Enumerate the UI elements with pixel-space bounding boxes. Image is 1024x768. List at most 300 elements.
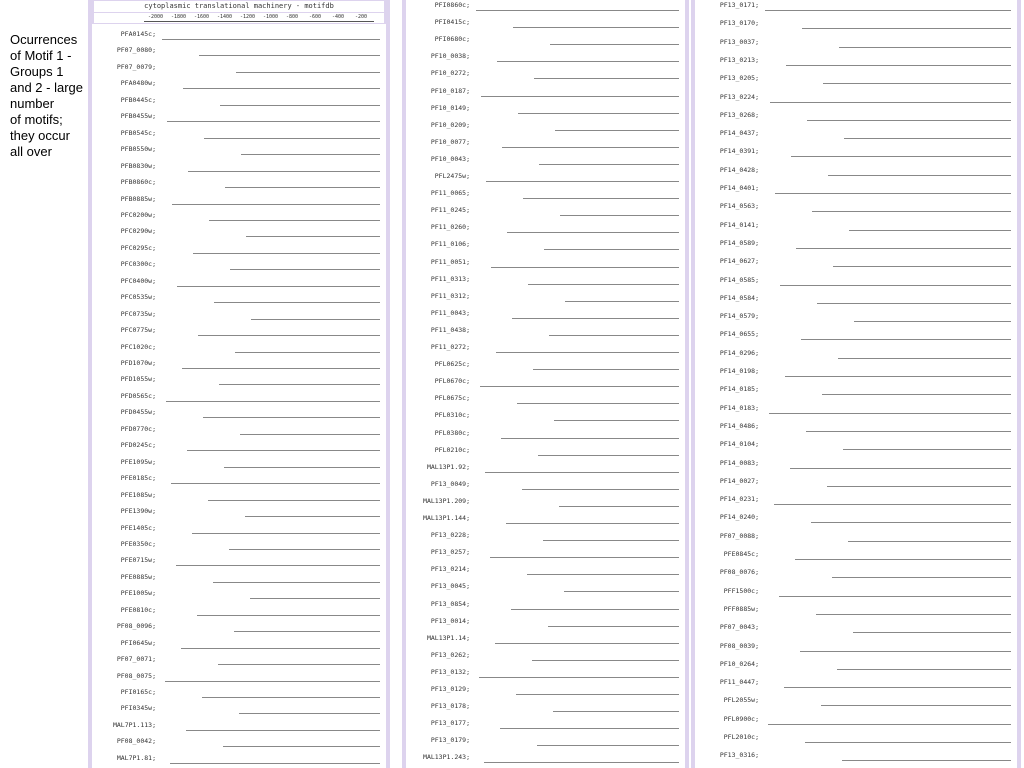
gene-label: PF14_0627;: [719, 257, 759, 266]
gene-label: PFB0860c;: [120, 178, 156, 187]
sequence-line: [229, 549, 380, 550]
sequence-line: [511, 609, 679, 610]
gene-row: [695, 90, 1017, 107]
sequence-line: [220, 105, 380, 106]
gene-row: [92, 126, 386, 143]
sequence-line: [485, 472, 679, 473]
gene-row: [406, 101, 685, 118]
gene-row: [695, 181, 1017, 198]
gene-row: [406, 631, 685, 648]
gene-row: [406, 306, 685, 323]
sequence-line: [765, 10, 1011, 11]
gene-label: PF13_0854;: [430, 599, 470, 608]
gene-label: PF14_0104;: [719, 440, 759, 449]
sequence-line: [235, 352, 380, 353]
gene-row: [92, 241, 386, 258]
gene-row: [92, 60, 386, 77]
caption-line: of motifs;: [10, 112, 63, 127]
sequence-line: [240, 434, 380, 435]
gene-row: [406, 152, 685, 169]
gene-label: PFL2055w;: [723, 696, 759, 705]
gene-label: PF11_0260;: [430, 223, 470, 232]
sequence-line: [775, 193, 1011, 194]
gene-label: PFB0455w;: [120, 112, 156, 121]
gene-label: PF14_0027;: [719, 476, 759, 485]
sequence-line: [177, 286, 380, 287]
motif-panel-1: [88, 0, 390, 768]
sequence-line: [821, 705, 1011, 706]
sequence-line: [188, 171, 380, 172]
gene-row: [406, 323, 685, 340]
gene-label: PFA0480w;: [120, 79, 156, 88]
gene-row: [92, 274, 386, 291]
sequence-line: [774, 504, 1011, 505]
gene-row: [695, 254, 1017, 271]
gene-row: [695, 602, 1017, 619]
gene-label: PF14_0584;: [719, 293, 759, 302]
gene-row: [406, 84, 685, 101]
gene-label: PF10_0038;: [430, 52, 470, 61]
gene-label: PF13_0171;: [719, 1, 759, 9]
sequence-line: [512, 318, 679, 319]
gene-row: [406, 66, 685, 83]
sequence-line: [854, 321, 1011, 322]
sequence-line: [828, 175, 1011, 176]
gene-label: MAL13P1.243;: [423, 753, 470, 762]
position-axis: [94, 13, 384, 23]
sequence-line: [225, 187, 380, 188]
gene-label: PFC0200w;: [120, 210, 156, 219]
sequence-line: [171, 483, 380, 484]
gene-row: [92, 422, 386, 439]
gene-row: [92, 175, 386, 192]
sequence-line: [559, 506, 679, 507]
gene-label: PF14_0428;: [719, 165, 759, 174]
sequence-line: [534, 78, 679, 79]
gene-label: PF13_0316;: [719, 751, 759, 760]
gene-row: [695, 291, 1017, 308]
sequence-line: [239, 713, 380, 714]
gene-label: PF13_0037;: [719, 37, 759, 46]
gene-row: [92, 685, 386, 702]
gene-label: PFD1070w;: [120, 359, 156, 367]
sequence-line: [506, 523, 679, 524]
sequence-line: [502, 147, 679, 148]
gene-row: [406, 49, 685, 66]
gene-label: PFB0885w;: [120, 194, 156, 203]
gene-label: PF14_0141;: [719, 220, 759, 229]
gene-row: [695, 620, 1017, 637]
gene-label: PF07_0088;: [719, 531, 759, 540]
sequence-line: [490, 557, 679, 558]
sequence-line: [555, 130, 679, 131]
sequence-line: [193, 253, 380, 254]
gene-row: [695, 547, 1017, 564]
gene-row: [695, 163, 1017, 180]
gene-label: MAL13P1.92;: [426, 462, 470, 471]
gene-row: [406, 135, 685, 152]
gene-row: [695, 218, 1017, 235]
gene-label: PFF0885w;: [723, 604, 759, 613]
sequence-line: [198, 335, 380, 336]
gene-label: PFC0295c;: [120, 243, 156, 252]
gene-label: PF08_0039;: [719, 641, 759, 650]
gene-row: [695, 748, 1017, 765]
sequence-line: [213, 582, 380, 583]
sequence-line: [186, 730, 380, 731]
gene-row: [92, 340, 386, 357]
gene-row: [406, 237, 685, 254]
gene-label: PF13_0262;: [430, 650, 470, 659]
gene-row: [92, 504, 386, 521]
sequence-line: [827, 486, 1011, 487]
gene-row: [695, 584, 1017, 601]
sequence-line: [241, 154, 380, 155]
sequence-line: [199, 55, 380, 56]
gene-label: PF14_0083;: [719, 458, 759, 467]
gene-label: PF14_0185;: [719, 385, 759, 394]
gene-row: [92, 586, 386, 603]
sequence-line: [522, 489, 679, 490]
gene-label: PF11_0245;: [430, 206, 470, 215]
sequence-line: [230, 269, 380, 270]
gene-label: PF13_0179;: [430, 736, 470, 745]
sequence-line: [250, 598, 380, 599]
gene-label: PF13_0049;: [430, 479, 470, 488]
gene-row: [92, 455, 386, 472]
sequence-line: [203, 417, 380, 418]
sequence-line: [795, 559, 1011, 560]
gene-row: [92, 159, 386, 176]
gene-row: [695, 35, 1017, 52]
gene-row: [92, 751, 386, 768]
gene-row: [695, 492, 1017, 509]
gene-row: [695, 0, 1017, 15]
gene-row: [92, 471, 386, 488]
gene-label: PF10_0149;: [430, 103, 470, 112]
gene-row: [92, 372, 386, 389]
gene-row: [695, 657, 1017, 674]
gene-label: PF14_0655;: [719, 330, 759, 339]
gene-label: PF14_0296;: [719, 348, 759, 357]
caption-line: Ocurrences: [10, 32, 78, 47]
sequence-line: [543, 540, 679, 541]
sequence-line: [527, 574, 679, 575]
gene-row: [406, 186, 685, 203]
gene-label: PF13_0170;: [719, 19, 759, 28]
gene-label: PF10_0209;: [430, 120, 470, 129]
gene-row: [92, 224, 386, 241]
gene-row: [406, 528, 685, 545]
gene-label: PF07_0071;: [116, 655, 156, 664]
gene-row: [92, 734, 386, 751]
gene-row: [92, 389, 386, 406]
sequence-line: [560, 215, 679, 216]
gene-label: PF08_0076;: [719, 568, 759, 577]
sequence-line: [172, 204, 380, 205]
gene-row: [406, 0, 685, 15]
gene-label: PFC0300c;: [120, 260, 156, 269]
sequence-line: [208, 500, 380, 501]
gene-label: PF13_0178;: [430, 702, 470, 711]
sequence-line: [768, 724, 1011, 725]
sequence-line: [192, 533, 380, 534]
gene-label: PFE0715w;: [120, 556, 156, 565]
sequence-line: [802, 28, 1011, 29]
gene-row: [406, 716, 685, 733]
gene-row: [406, 357, 685, 374]
gene-label: PF13_0132;: [430, 667, 470, 676]
sequence-line: [183, 88, 380, 89]
sequence-line: [538, 455, 679, 456]
sequence-line: [476, 10, 679, 11]
gene-row: [695, 565, 1017, 582]
gene-label: PFC0400w;: [120, 276, 156, 285]
axis-tick-label: -800: [286, 14, 299, 20]
gene-label: PF14_0579;: [719, 312, 759, 321]
gene-label: PFL0675c;: [434, 394, 470, 403]
sequence-line: [786, 65, 1011, 66]
sequence-line: [479, 677, 679, 678]
gene-label: PFB0550w;: [120, 145, 156, 154]
panel-header: [92, 0, 386, 24]
gene-label: PF07_0080;: [116, 46, 156, 55]
sequence-line: [516, 694, 679, 695]
sequence-line: [791, 156, 1011, 157]
gene-label: PF11_0043;: [430, 308, 470, 317]
sequence-line: [209, 220, 380, 221]
gene-row: [406, 408, 685, 425]
sequence-line: [167, 121, 380, 122]
sequence-line: [537, 745, 679, 746]
sequence-line: [219, 384, 380, 385]
sequence-line: [554, 420, 679, 421]
gene-label: PFL0670c;: [434, 377, 470, 386]
sequence-line: [785, 376, 1011, 377]
gene-label: PFE1085w;: [120, 490, 156, 499]
gene-label: PFB0830w;: [120, 161, 156, 170]
sequence-line: [518, 113, 679, 114]
gene-row: [406, 32, 685, 49]
gene-row: [92, 192, 386, 209]
gene-label: PF11_0313;: [430, 274, 470, 283]
gene-row: [695, 364, 1017, 381]
gene-label: PFL0900c;: [723, 714, 759, 723]
sequence-line: [251, 319, 380, 320]
gene-label: PFL0310c;: [434, 411, 470, 420]
gene-label: PF10_0264;: [719, 659, 759, 668]
gene-row: [92, 405, 386, 422]
axis-tick-label: -400: [332, 14, 345, 20]
figure-caption: [10, 32, 92, 160]
gene-row: [92, 323, 386, 340]
motif-panel-2: [402, 0, 689, 768]
gene-label: PFC0535w;: [120, 293, 156, 302]
gene-label: PF13_0257;: [430, 548, 470, 557]
sequence-line: [838, 358, 1011, 359]
gene-row: [695, 309, 1017, 326]
gene-label: PFE1095w;: [120, 457, 156, 466]
gene-label: PFL0210c;: [434, 445, 470, 454]
gene-row: [92, 438, 386, 455]
sequence-line: [162, 39, 380, 40]
gene-row: [92, 521, 386, 538]
gene-label: PFC0290w;: [120, 227, 156, 236]
gene-row: [406, 545, 685, 562]
gene-row: [92, 290, 386, 307]
sequence-line: [497, 61, 679, 62]
gene-row: [92, 109, 386, 126]
gene-row: [695, 693, 1017, 710]
gene-row: [92, 76, 386, 93]
gene-row: [695, 639, 1017, 656]
sequence-line: [170, 763, 380, 764]
sequence-line: [176, 565, 380, 566]
gene-row: [406, 203, 685, 220]
gene-row: [406, 682, 685, 699]
gene-row: [695, 510, 1017, 527]
gene-row: [406, 733, 685, 750]
gene-label: PF08_0042;: [116, 737, 156, 746]
gene-row: [695, 456, 1017, 473]
sequence-line: [770, 102, 1011, 103]
gene-row: [695, 346, 1017, 363]
gene-label: PF13_0014;: [430, 616, 470, 625]
axis-tick-label: -1800: [171, 14, 187, 20]
gene-row: [406, 665, 685, 682]
gene-label: PF10_0272;: [430, 69, 470, 78]
gene-label: PFC1020c;: [120, 342, 156, 351]
gene-label: PF14_0198;: [719, 367, 759, 375]
sequence-line: [528, 284, 679, 285]
gene-row: [695, 16, 1017, 33]
sequence-line: [565, 301, 679, 302]
gene-row: [695, 144, 1017, 161]
sequence-line: [236, 72, 380, 73]
sequence-line: [202, 697, 380, 698]
gene-label: PFI0860c;: [434, 1, 470, 9]
sequence-line: [839, 47, 1011, 48]
sequence-line: [823, 83, 1011, 84]
sequence-line: [166, 401, 380, 402]
gene-label: PFE0810c;: [120, 605, 156, 614]
sequence-line: [812, 211, 1011, 212]
gene-label: PF11_0051;: [430, 257, 470, 266]
sequence-line: [491, 267, 679, 268]
gene-row: [406, 272, 685, 289]
sequence-line: [844, 138, 1011, 139]
gene-label: PFI0415c;: [434, 18, 470, 27]
gene-row: [406, 562, 685, 579]
sequence-line: [517, 403, 679, 404]
gene-label: PF13_0224;: [719, 92, 759, 101]
gene-row: [406, 511, 685, 528]
axis-tick-label: -1600: [194, 14, 210, 20]
gene-row: [92, 208, 386, 225]
gene-label: PF13_0214;: [430, 565, 470, 574]
caption-line: they occur: [10, 128, 70, 143]
sequence-line: [853, 632, 1011, 633]
gene-row: [406, 118, 685, 135]
sequence-line: [822, 394, 1011, 395]
gene-row: [695, 730, 1017, 747]
gene-label: PFE1390w;: [120, 507, 156, 516]
gene-label: MAL13P1.14;: [426, 633, 470, 642]
gene-row: [406, 374, 685, 391]
gene-row: [695, 401, 1017, 418]
sequence-line: [780, 285, 1011, 286]
gene-row: [695, 199, 1017, 216]
gene-label: PFD0245c;: [120, 441, 156, 450]
gene-label: PFB0445c;: [120, 95, 156, 104]
gene-label: PFA0145c;: [120, 30, 156, 38]
caption-line: number: [10, 96, 55, 111]
gene-label: PF11_0447;: [719, 678, 759, 687]
gene-label: PF11_0312;: [430, 291, 470, 300]
gene-row: [695, 273, 1017, 290]
gene-row: [92, 701, 386, 718]
gene-label: PF13_0228;: [430, 531, 470, 540]
gene-row: [406, 426, 685, 443]
gene-row: [406, 477, 685, 494]
gene-row: [92, 142, 386, 159]
gene-row: [92, 652, 386, 669]
axis-tick-label: -600: [309, 14, 322, 20]
sequence-line: [816, 614, 1011, 615]
gene-row: [695, 474, 1017, 491]
sequence-line: [507, 232, 679, 233]
gene-row: [406, 255, 685, 272]
sequence-line: [496, 352, 679, 353]
gene-row: [406, 391, 685, 408]
sequence-line: [544, 249, 679, 250]
gene-label: PF07_0043;: [719, 623, 759, 632]
gene-label: PF13_0045;: [430, 582, 470, 591]
gene-row: [406, 15, 685, 32]
sequence-line: [796, 248, 1011, 249]
gene-row: [695, 108, 1017, 125]
gene-label: MAL13P1.144;: [423, 514, 470, 522]
gene-label: PFD0565c;: [120, 391, 156, 400]
sequence-line: [533, 369, 679, 370]
gene-row: [695, 529, 1017, 546]
axis-tick-label: -1200: [240, 14, 256, 20]
gene-label: PF13_0205;: [719, 74, 759, 83]
gene-label: PF14_0486;: [719, 421, 759, 430]
sequence-line: [234, 631, 380, 632]
sequence-line: [187, 450, 380, 451]
gene-label: PF13_0177;: [430, 719, 470, 728]
gene-label: PFL0380c;: [434, 428, 470, 437]
sequence-line: [550, 44, 679, 45]
sequence-line: [811, 522, 1011, 523]
gene-label: PFE0885w;: [120, 572, 156, 581]
sequence-line: [784, 687, 1011, 688]
sequence-line: [807, 120, 1011, 121]
sequence-line: [501, 438, 679, 439]
gene-label: PFE0350c;: [120, 539, 156, 548]
gene-label: PFF1500c;: [723, 586, 759, 595]
sequence-line: [181, 648, 380, 649]
sequence-line: [800, 651, 1011, 652]
gene-label: PFL2475w;: [434, 172, 470, 180]
sequence-line: [833, 266, 1011, 267]
gene-label: PF10_0043;: [430, 154, 470, 163]
sequence-line: [849, 230, 1011, 231]
sequence-line: [848, 541, 1011, 542]
axis-tick-label: -200: [355, 14, 368, 20]
gene-row: [695, 126, 1017, 143]
